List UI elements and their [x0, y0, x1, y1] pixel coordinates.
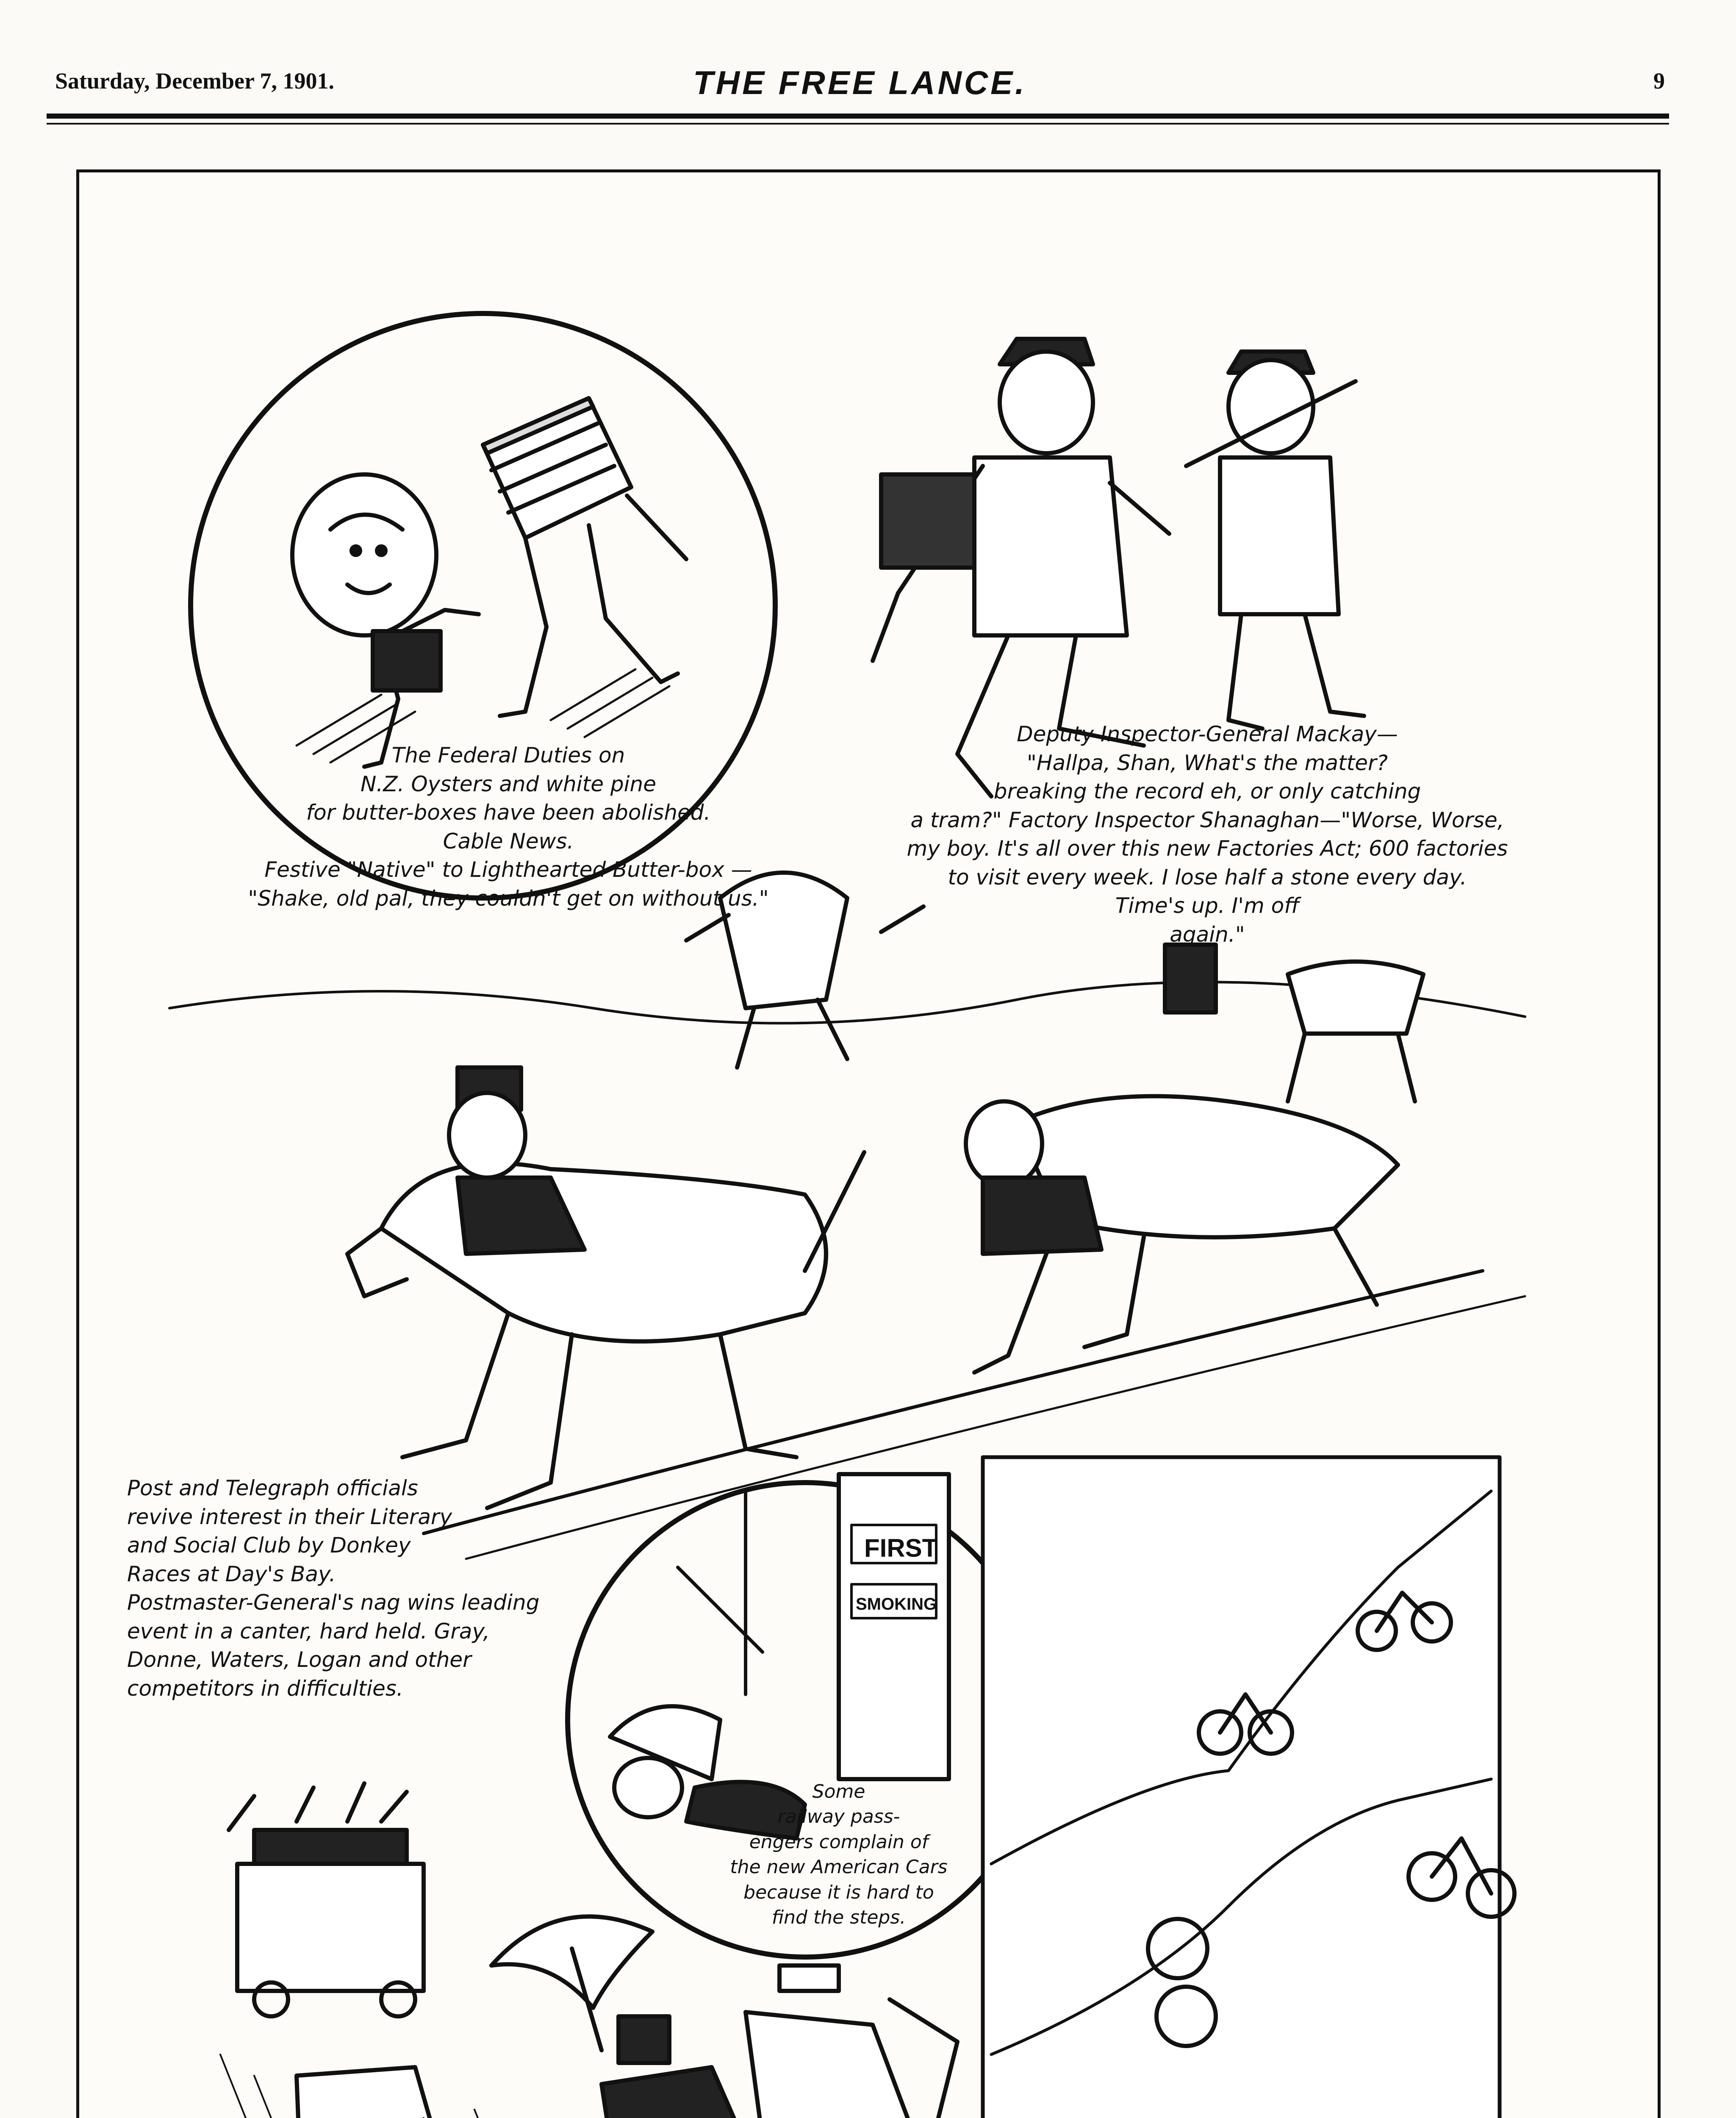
sign-first: FIRST — [864, 1534, 938, 1562]
leading-donkey-figure — [347, 1067, 864, 1508]
newspaper-title: THE FREE LANCE. — [693, 64, 1027, 101]
oyster-figure — [292, 474, 479, 767]
caption-american-cars: Some railway pass- engers complain of the new American Cars because it is hard to find the steps. — [730, 1781, 948, 1928]
cycling-panel — [983, 1457, 1500, 2118]
page-number: 9 — [1653, 68, 1665, 94]
sign-smoking: SMOKING — [856, 1595, 937, 1613]
issue-date: Saturday, December 7, 1901. — [55, 68, 334, 94]
inspector-mackay-figure — [1186, 352, 1364, 729]
railway-car-door — [839, 1474, 949, 1779]
caption-factories: Deputy Inspector-General Mackay— "Hallpa, Shan, What's the matter? breaking the record eh, or only catching a tram?" Factory Inspector Shanaghan—"Worse, Worse, my boy. It's all over this new Factories Act; 600 factories to visit every week. I lose half a stone every day. Time's up. I'm off again." — [907, 722, 1508, 947]
overcrowded-tram — [229, 1783, 424, 2016]
caption-donkey-races: Post and Telegraph officials revive interest in their Literary and Social Club by Donkey Races at Day's Bay. Postmaster-General's nag wins leading event in a canter, hard held. Gray, Donne, Waters, Logan and other competitors in difficulties. — [127, 1476, 540, 1701]
second-donkey-figure — [966, 1096, 1398, 1372]
distant-donkey-figure — [1165, 945, 1423, 1101]
butter-box-figure — [483, 398, 686, 716]
caption-federal-duties: The Federal Duties on N.Z. Oysters and white pine for butter-boxes have been abolished. Cable News. Festive "Native" to Lighthearted Butter-box — "Shake, old pal, they couldn't get on without us." — [248, 743, 769, 911]
